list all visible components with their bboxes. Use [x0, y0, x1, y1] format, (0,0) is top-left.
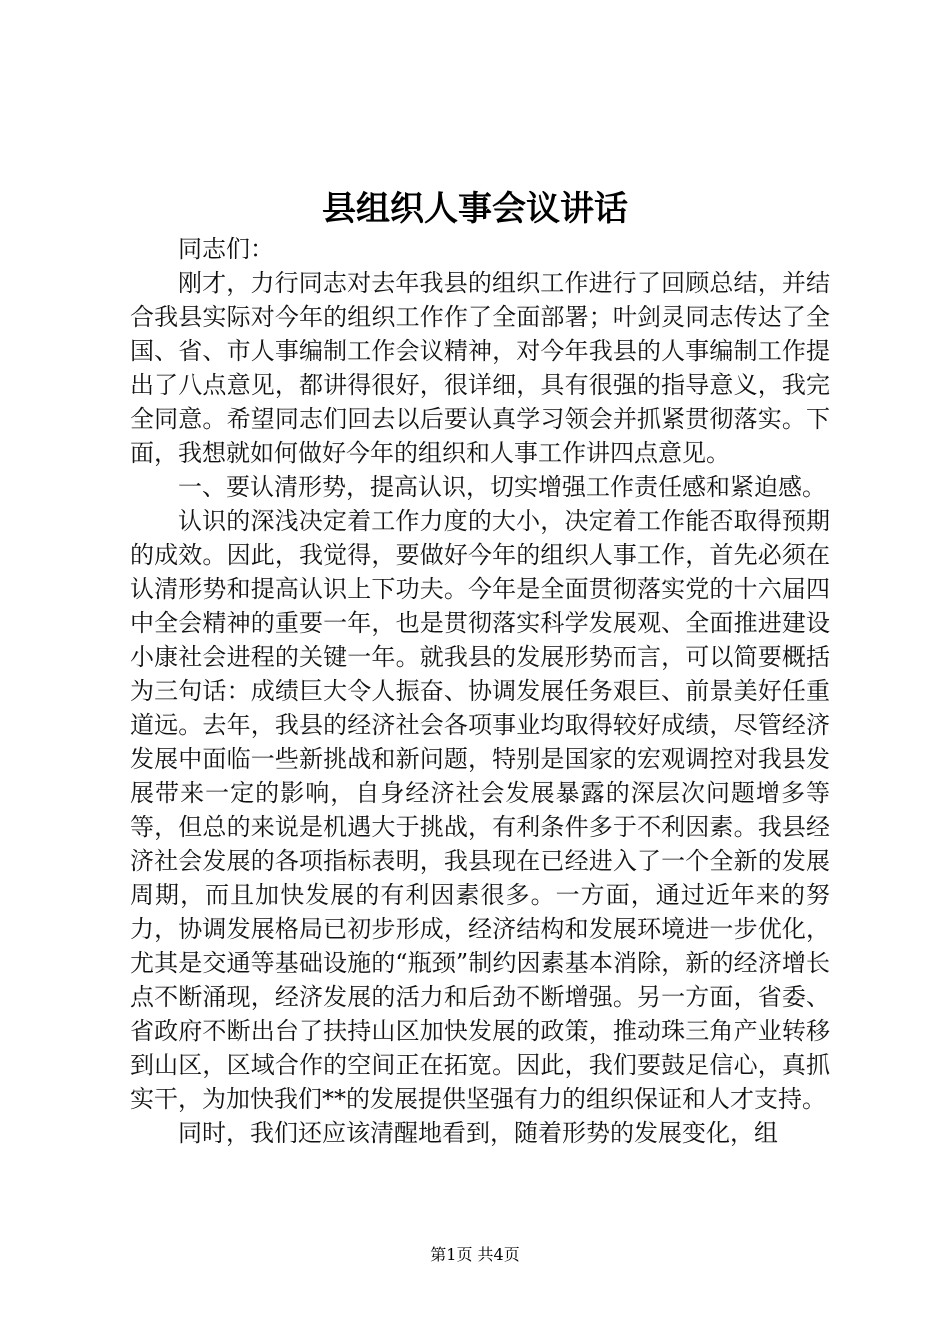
body-paragraph: 认识的深浅决定着工作力度的大小，决定着工作能否取得预期的成效。因此，我觉得，要做好今年的组织人事工作，首先必须在认清形势和提高认识上下功夫。今年是全面贯彻落实党的十六届四中全会精神的重要一年，也是贯彻落实科学发展观、全面推进建设小康社会进程的关键一年。就我县的发展形势而言，可以简要概括为三句话：成绩巨大令人振奋、协调发展任务艰巨、前景美好任重道远。去年，我县的经济社会各项事业均取得较好成绩，尽管经济发展中面临一些新挑战和新问题，特别是国家的宏观调控对我县发展带来一定的影响，自身经济社会发展暴露的深层次问题增多等等，但总的来说是机遇大于挑战，有利条件多于不利因素。我县经济社会发展的各项指标表明，我县现在已经进入了一个全新的发展周期，而且加快发展的有利因素很多。一方面，通过近年来的努力，协调发展格局已初步形成，经济结构和发展环境进一步优化，尤其是交通等基础设施的“瓶颈”制约因素基本消除，新的经济增长点不断涌现，经济发展的活力和后劲不断增强。另一方面，省委、省政府不断出台了扶持山区加快发展的政策，推动珠三角产业转移到山区，区域合作的空间正在拓宽。因此，我们要鼓足信心，真抓实干，为加快我们**的发展提供坚强有力的组织保证和人才支持。	[130, 507, 830, 1113]
page-footer: 第1页 共4页	[430, 1245, 520, 1264]
body-paragraph: 同时，我们还应该清醒地看到，随着形势的发展变化，组	[178, 1119, 778, 1147]
intro-paragraph: 刚才，力行同志对去年我县的组织工作进行了回顾总结，并结合我县实际对今年的组织工作作了全面部署；叶剑灵同志传达了全国、省、市人事编制工作会议精神，对今年我县的人事编制工作提出了八点意见，都讲得很好，很详细，具有很强的指导意义，我完全同意。希望同志们回去以后要认真学习领会并抓紧贯彻落实。下面，我想就如何做好今年的组织和人事工作讲四点意见。	[130, 269, 830, 467]
document-body	[130, 232, 830, 1150]
section-heading-paragraph: 一、要认清形势，提高认识，切实增强工作责任感和紧迫感。	[178, 473, 826, 501]
document-title: 县组织人事会议讲话	[322, 189, 628, 229]
salutation-paragraph: 同志们：	[178, 235, 274, 263]
